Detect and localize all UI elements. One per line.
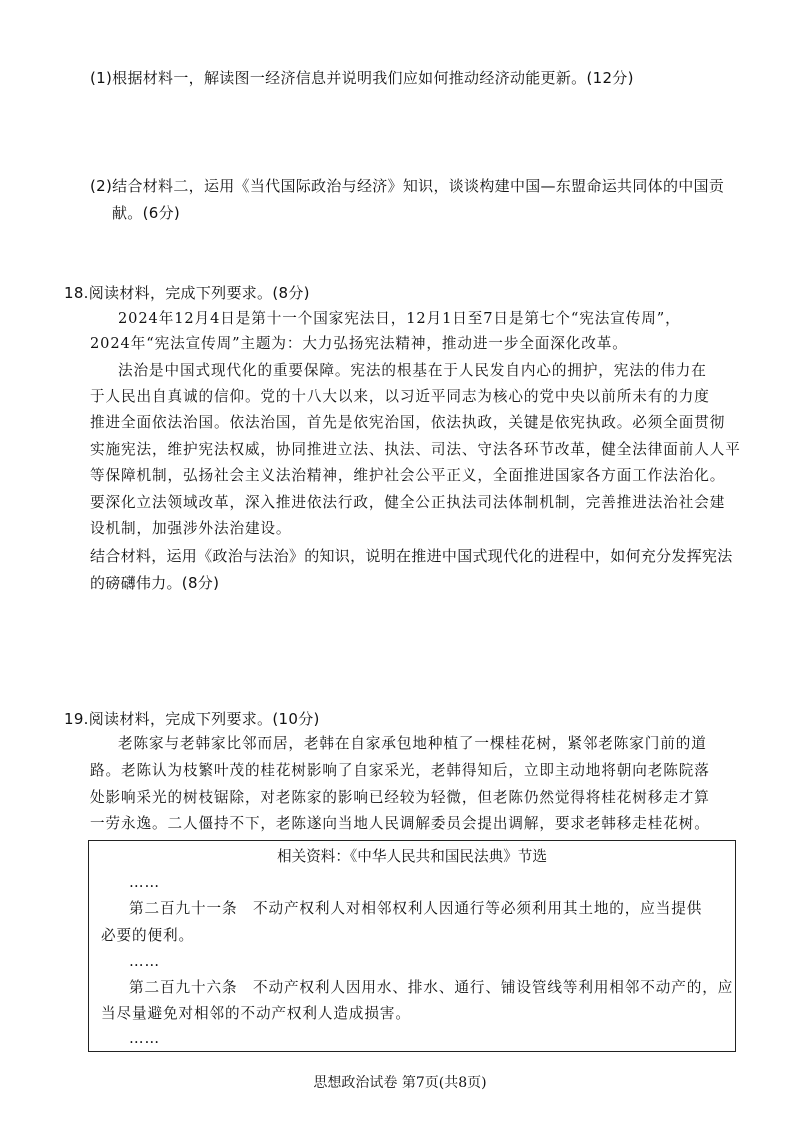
- q19-material-line: 处影响采光的树枝锯除，对老陈家的影响已经较为轻微，但老陈仍然觉得将桂花树移走才算: [90, 789, 710, 806]
- q19-material-line: 老陈家与老韩家比邻而居，老韩在自家承包地种植了一棵桂花树，紧邻老陈家门前的道: [118, 735, 707, 752]
- page-footer: 思想政治试卷 第7页(共8页): [313, 1075, 487, 1091]
- q18-material-line: 推进全面依法治国。依法治国，首先是依宪治国，依法执政，关键是依宪执政。必须全面贯彻: [90, 414, 726, 431]
- q18-material-line: 法治是中国式现代化的重要保障。宪法的根基在于人民发自内心的拥护，宪法的伟力在: [118, 362, 707, 379]
- q17-sub2-line2: 献。(6分): [112, 204, 181, 222]
- article-291-line1: 第二百九十一条 不动产权利人对相邻权利人因通行等必须利用其土地的，应当提供: [129, 900, 703, 917]
- civil-code-excerpt-box: [88, 840, 736, 1052]
- q18-material-line: 设机制，加强涉外法治建设。: [90, 520, 292, 537]
- q18-question-line2: 的磅礴伟力。(8分): [90, 574, 220, 592]
- article-291-line2: 必要的便利。: [101, 927, 194, 944]
- box-title: 相关资料：《中华人民共和国民法典》节选: [277, 848, 547, 865]
- q18-material-line: 2024年“宪法宣传周”主题为：大力弘扬宪法精神，推动进一步全面深化改革。: [90, 335, 628, 352]
- ellipsis: ……: [129, 953, 160, 970]
- q18-material-line: 于人民出自真诚的信仰。党的十八大以来，以习近平同志为核心的党中央以前所未有的力度: [90, 388, 710, 405]
- q19-material-line: 一劳永逸。二人僵持不下，老陈遂向当地人民调解委员会提出调解，要求老韩移走桂花树。: [90, 815, 710, 832]
- q18-material-line: 等保障机制，弘扬社会主义法治精神，维护社会公平正义，全面推进国家各方面工作法治化。: [90, 467, 726, 484]
- ellipsis: ……: [129, 1030, 160, 1047]
- article-296-line1: 第二百九十六条 不动产权利人因用水、排水、通行、铺设管线等利用相邻不动产的，应: [129, 979, 734, 996]
- q17-sub2-line1: (2)结合材料二，运用《当代国际政治与经济》知识，谈谈构建中国—东盟命运共同体的中国贡: [90, 177, 725, 195]
- ellipsis: ……: [129, 874, 160, 891]
- article-296-line2: 当尽量避免对相邻的不动产权利人造成损害。: [101, 1005, 411, 1022]
- q18-material-line: 2024年12月4日是第十一个国家宪法日，12月1日至7日是第七个“宪法宣传周”，: [118, 310, 681, 327]
- q18-heading: 18.阅读材料，完成下列要求。(8分): [64, 284, 310, 302]
- q19-material-line: 路。老陈认为枝繁叶茂的桂花树影响了自家采光，老韩得知后，立即主动地将朝向老陈院落: [90, 762, 710, 779]
- q19-heading: 19.阅读材料，完成下列要求。(10分): [64, 710, 320, 728]
- q18-material-line: 实施宪法，维护宪法权威，协同推进立法、执法、司法、守法各环节改革，健全法律面前人人平: [90, 441, 741, 458]
- q18-material-line: 要深化立法领域改革，深入推进依法行政，健全公正执法司法体制机制，完善推进法治社会建: [90, 494, 726, 511]
- q17-sub1: (1)根据材料一，解读图一经济信息并说明我们应如何推动经济动能更新。(12分): [90, 69, 634, 87]
- q18-question-line1: 结合材料，运用《政治与法治》的知识，说明在推进中国式现代化的进程中，如何充分发挥宪法: [90, 547, 733, 565]
